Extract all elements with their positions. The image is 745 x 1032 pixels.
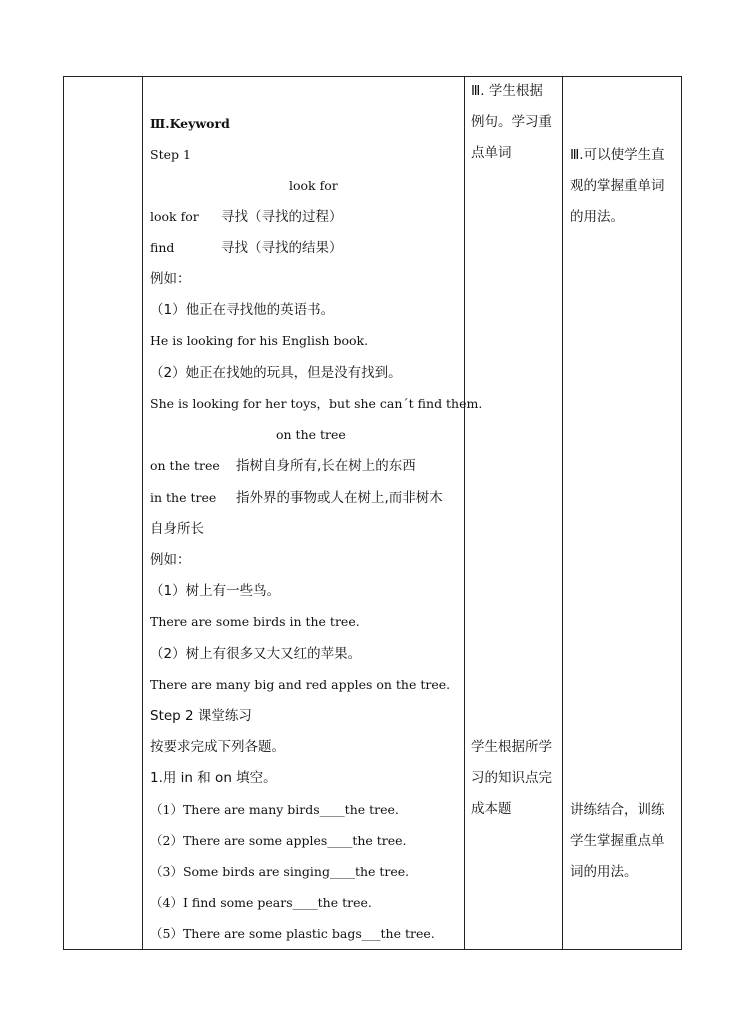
phrase-meaning: 指树自身所有,长在树上的东西 (236, 458, 416, 474)
column-divider (562, 77, 563, 949)
example-english: He is looking for his English book. (150, 333, 369, 348)
step-label: Step 1 (150, 147, 191, 162)
exercise-item: （5）There are some plastic bags___the tree. (150, 926, 435, 941)
design-intent-top (570, 140, 665, 233)
student-activity-line: 点单词 (471, 145, 512, 161)
step-label: Step 2 课堂练习 (150, 708, 252, 724)
example-english: There are many big and red apples on the tree. (150, 677, 451, 692)
exercise-title: 1.用 in 和 on 填空。 (150, 770, 277, 786)
example-english: There are some birds in the tree. (150, 614, 360, 629)
example-chinese: （2）她正在找她的玩具，但是没有找到。 (150, 365, 402, 381)
student-activity-line: 学生根据所学 (471, 739, 552, 755)
student-activity-bottom (471, 732, 552, 825)
student-activity-line: 习的知识点完 (471, 770, 552, 786)
phrase-meaning: 指外界的事物或人在树上,而非树木 (236, 490, 443, 506)
phrase-term: in the tree (150, 490, 217, 505)
exercise-item: （1）There are many birds____the tree. (150, 802, 399, 817)
design-intent-bottom (570, 795, 665, 888)
design-intent-line: 讲练结合，训练 (570, 802, 665, 818)
phrase-heading: look for (289, 178, 338, 193)
phrase-meaning-continued: 自身所长 (150, 521, 204, 537)
student-activity-line: Ⅲ. 学生根据 (471, 83, 543, 99)
phrase-meaning: 寻找（寻找的过程） (221, 209, 343, 225)
design-intent-line: 词的用法。 (570, 864, 638, 880)
exercise-item: （2）There are some apples____the tree. (150, 833, 407, 848)
example-chinese: （1）他正在寻找他的英语书。 (150, 302, 335, 318)
exercise-item: （3）Some birds are singing____the tree. (150, 864, 410, 879)
exercise-instruction: 按要求完成下列各题。 (150, 739, 285, 755)
column-divider (142, 77, 143, 949)
student-activity-top (471, 76, 552, 169)
exercise-item: （4）I find some pears____the tree. (150, 895, 372, 910)
phrase-term: on the tree (150, 458, 220, 473)
design-intent-line: 的用法。 (570, 209, 624, 225)
section-heading: Ⅲ.Keyword (150, 116, 230, 131)
phrase-term: look for (150, 209, 199, 224)
column-divider (464, 77, 465, 949)
design-intent-line: 观的掌握重单词 (570, 178, 665, 194)
example-chinese: （1）树上有一些鸟。 (150, 583, 281, 599)
phrase-term: find (150, 240, 175, 255)
student-activity-line: 例句。学习重 (471, 114, 552, 130)
example-label: 例如： (150, 271, 191, 287)
example-english: She is looking for her toys，but she can´t find them. (150, 396, 483, 411)
design-intent-line: Ⅲ.可以使学生直 (570, 147, 665, 163)
phrase-meaning: 寻找（寻找的结果） (221, 240, 343, 256)
example-chinese: （2）树上有很多又大又红的苹果。 (150, 646, 362, 662)
design-intent-line: 学生掌握重点单 (570, 833, 665, 849)
student-activity-line: 成本题 (471, 801, 512, 817)
example-label: 例如： (150, 552, 191, 568)
phrase-heading: on the tree (276, 427, 346, 442)
